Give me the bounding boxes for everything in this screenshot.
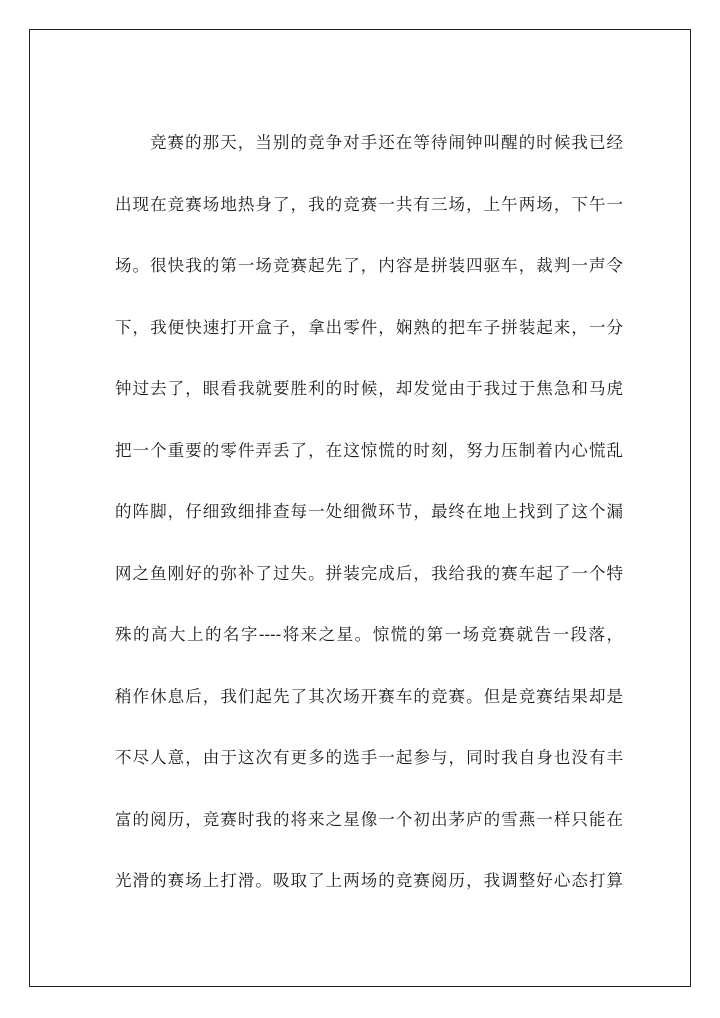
text-line [115, 249, 623, 311]
text-line-content: 的阵脚，仔细致细排查每一处细微环节，最终在地上找到了这个漏 [115, 502, 623, 521]
text-line-content: 富的阅历，竞赛时我的将来之星像一个初出茅庐的雪燕一样只能在 [115, 809, 623, 829]
text-line [115, 311, 623, 373]
text-line [115, 618, 623, 680]
text-line [115, 188, 623, 250]
text-line-content: 不尽人意，由于这次有更多的选手一起参与，同时我自身也没有丰 [115, 748, 623, 767]
text-line-content: 竞赛的那天，当别的竞争对手还在等待闹钟叫醒的时候我已经 [150, 133, 623, 152]
text-line-content: 把一个重要的零件弄丢了，在这惊慌的时刻，努力压制着内心慌乱 [115, 440, 623, 460]
text-line [115, 680, 623, 742]
text-line-content: 光滑的赛场上打滑。吸取了上两场的竞赛阅历，我调整好心态打算 [115, 871, 623, 890]
text-line [115, 495, 623, 557]
text-line [115, 126, 623, 188]
text-line-content: 网之鱼刚好的弥补了过失。拼装完成后，我给我的赛车起了一个特 [115, 563, 623, 583]
text-line-content: 殊的高大上的名字----将来之星。惊慌的第一场竞赛就告一段落， [115, 625, 623, 644]
text-line [115, 803, 623, 865]
text-line [115, 741, 623, 803]
text-line-content: 稍作休息后，我们起先了其次场开赛车的竞赛。但是竞赛结果却是 [115, 686, 623, 706]
text-line [115, 864, 623, 926]
text-line [115, 372, 623, 434]
text-line [115, 434, 623, 496]
text-line-content: 钟过去了，眼看我就要胜利的时候，却发觉由于我过于焦急和马虎 [115, 379, 623, 398]
text-line-content: 下，我便快速打开盒子，拿出零件，娴熟的把车子拼装起来，一分 [115, 317, 623, 337]
text-line [115, 557, 623, 619]
body-paragraph [115, 126, 623, 926]
text-line-content: 场。很快我的第一场竞赛起先了，内容是拼装四驱车，裁判一声令 [115, 256, 623, 275]
text-line-content: 出现在竞赛场地热身了，我的竞赛一共有三场，上午两场，下午一 [115, 194, 623, 214]
